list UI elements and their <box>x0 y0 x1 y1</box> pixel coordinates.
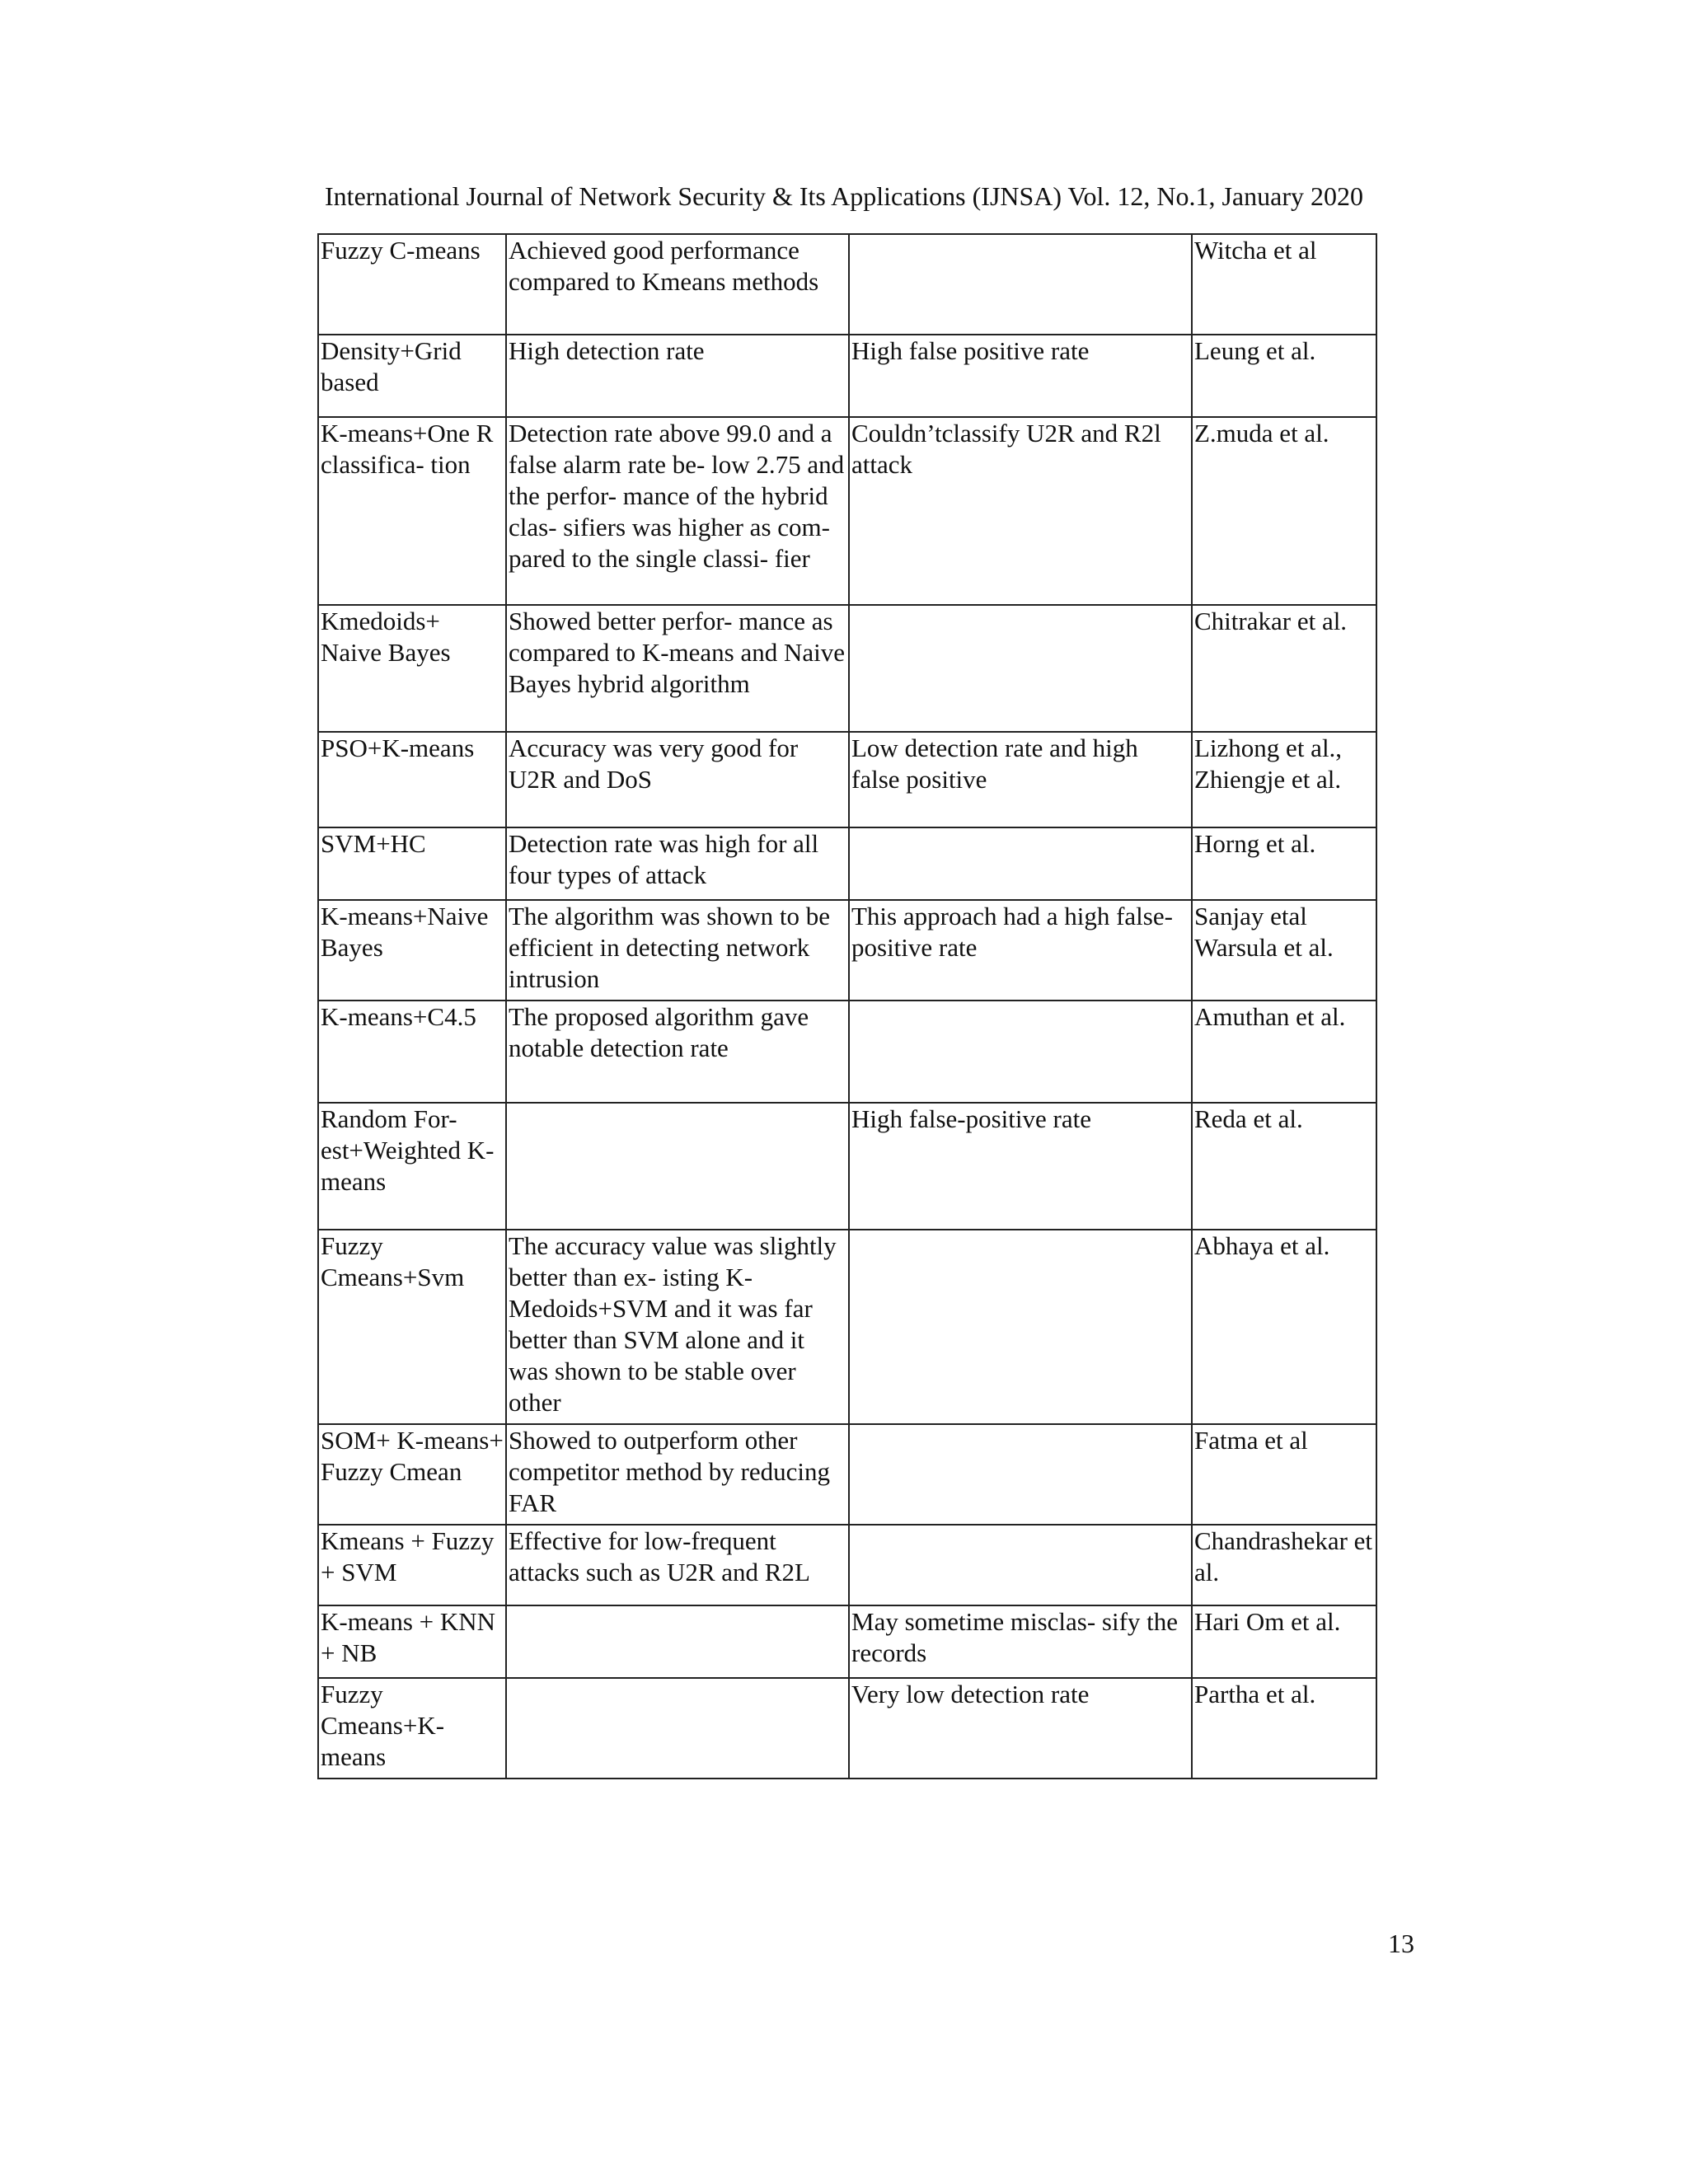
table-row <box>318 335 1376 417</box>
method-cell: K-means + KNN + NB <box>318 1605 506 1678</box>
author-cell: Reda et al. <box>1192 1103 1376 1230</box>
running-header: International Journal of Network Security & Its Applications (IJNSA) Vol. 12, No.1, January 2020 <box>325 181 1363 211</box>
author-cell: Abhaya et al. <box>1192 1230 1376 1424</box>
method-cell: Kmeans + Fuzzy + SVM <box>318 1525 506 1605</box>
author-cell: Chandrashekar et al. <box>1192 1525 1376 1605</box>
table-row <box>318 732 1376 827</box>
strength-cell <box>506 1605 849 1678</box>
method-cell: PSO+K-means <box>318 732 506 827</box>
weakness-cell <box>849 827 1192 900</box>
method-cell: SOM+ K-means+ Fuzzy Cmean <box>318 1424 506 1525</box>
weakness-cell <box>849 1424 1192 1525</box>
author-cell: Witcha et al <box>1192 234 1376 335</box>
table-row <box>318 234 1376 335</box>
strength-cell: High detection rate <box>506 335 849 417</box>
weakness-cell: Very low detection rate <box>849 1678 1192 1779</box>
method-cell: Fuzzy Cmeans+K-means <box>318 1678 506 1779</box>
table-row <box>318 827 1376 900</box>
strength-cell: The algorithm was shown to be efficient in detecting network intrusion <box>506 900 849 1001</box>
author-cell: Partha et al. <box>1192 1678 1376 1779</box>
strength-cell: Achieved good performance compared to Kmeans methods <box>506 234 849 335</box>
table-row <box>318 1103 1376 1230</box>
strength-cell: Showed better perfor- mance as compared to K-means and Naive Bayes hybrid algorithm <box>506 605 849 732</box>
method-cell: Kmedoids+ Naive Bayes <box>318 605 506 732</box>
weakness-cell: High false positive rate <box>849 335 1192 417</box>
table-row <box>318 1525 1376 1605</box>
table-row <box>318 900 1376 1001</box>
page-number: 13 <box>1388 1929 1414 1958</box>
weakness-cell <box>849 234 1192 335</box>
method-cell: K-means+C4.5 <box>318 1001 506 1103</box>
weakness-cell: High false-positive rate <box>849 1103 1192 1230</box>
method-cell: K-means+One R classifica- tion <box>318 417 506 605</box>
author-cell: Chitrakar et al. <box>1192 605 1376 732</box>
strength-cell <box>506 1678 849 1779</box>
method-cell: Fuzzy C-means <box>318 234 506 335</box>
weakness-cell <box>849 1001 1192 1103</box>
author-cell: Lizhong et al., Zhiengje et al. <box>1192 732 1376 827</box>
weakness-cell: Low detection rate and high false positive <box>849 732 1192 827</box>
weakness-cell: This approach had a high false-positive rate <box>849 900 1192 1001</box>
table-row <box>318 1605 1376 1678</box>
author-cell: Z.muda et al. <box>1192 417 1376 605</box>
table-row <box>318 1001 1376 1103</box>
strength-cell: Effective for low-frequent attacks such as U2R and R2L <box>506 1525 849 1605</box>
method-cell: SVM+HC <box>318 827 506 900</box>
weakness-cell: May sometime misclas- sify the records <box>849 1605 1192 1678</box>
strength-cell: The accuracy value was slightly better than ex- isting K-Medoids+SVM and it was far better than SVM alone and it was shown to be stable over other <box>506 1230 849 1424</box>
table-row <box>318 1678 1376 1779</box>
strength-cell: Accuracy was very good for U2R and DoS <box>506 732 849 827</box>
method-cell: Fuzzy Cmeans+Svm <box>318 1230 506 1424</box>
weakness-cell <box>849 1230 1192 1424</box>
author-cell: Amuthan et al. <box>1192 1001 1376 1103</box>
survey-table <box>317 233 1377 1779</box>
author-cell: Fatma et al <box>1192 1424 1376 1525</box>
method-cell: K-means+Naive Bayes <box>318 900 506 1001</box>
table-row <box>318 1230 1376 1424</box>
strength-cell: The proposed algorithm gave notable detection rate <box>506 1001 849 1103</box>
strength-cell <box>506 1103 849 1230</box>
method-cell: Density+Grid based <box>318 335 506 417</box>
table-row <box>318 1424 1376 1525</box>
table-row <box>318 417 1376 605</box>
weakness-cell <box>849 605 1192 732</box>
strength-cell: Detection rate was high for all four types of attack <box>506 827 849 900</box>
author-cell: Hari Om et al. <box>1192 1605 1376 1678</box>
strength-cell: Showed to outperform other competitor method by reducing FAR <box>506 1424 849 1525</box>
author-cell: Sanjay etal Warsula et al. <box>1192 900 1376 1001</box>
method-cell: Random For- est+Weighted K-means <box>318 1103 506 1230</box>
weakness-cell <box>849 1525 1192 1605</box>
weakness-cell: Couldn’tclassify U2R and R2l attack <box>849 417 1192 605</box>
author-cell: Leung et al. <box>1192 335 1376 417</box>
table-row <box>318 605 1376 732</box>
author-cell: Horng et al. <box>1192 827 1376 900</box>
strength-cell: Detection rate above 99.0 and a false alarm rate be- low 2.75 and the perfor- mance of the hybrid clas- sifiers was higher as com- pared to the single classi- fier <box>506 417 849 605</box>
